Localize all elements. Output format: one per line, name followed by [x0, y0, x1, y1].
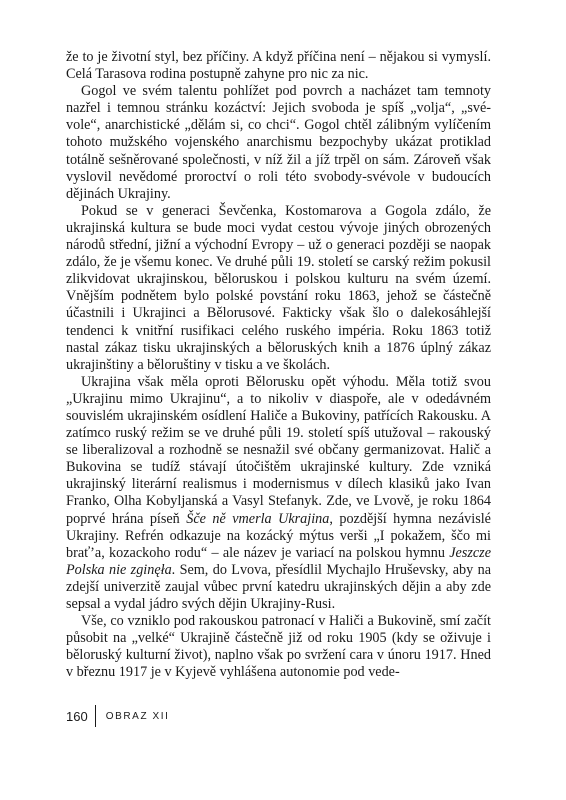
paragraph [66, 83, 491, 203]
paragraph [66, 49, 491, 83]
text-run: . Sem, do Lvova, přesídlil Mychajlo Hruševsky, aby na zdejší univerzitě zaujal vůbec první katedru ukrajinských dějin a aby zde sepsal a vydal jádro svých dějin Ukrajiny-Rusi. [66, 561, 491, 612]
italic-title: Šče ně vmerla Ukrajina [186, 510, 330, 527]
page-number: 160 [66, 708, 88, 724]
paragraph [66, 374, 491, 613]
text-run: Pokud se v generaci Ševčenka, Kostomarova a Gogola zdálo, že ukrajinská kultura se bude moci vydat cestou vývoje jiných obrozených národů střední, jižní a východní Evropy – už o generaci později se naopak zdálo, že je všemu konec. Ve druhé půli 19. století se carský režim pokusil zlikvidovat ukrajinskou, běloruskou i polskou kulturu na svém území. Vnějším podnětem bylo polské povstání roku 1863, jehož se částečně účastnili i Ukrajinci a Bělorusové. Fakticky však šlo o dalekosáhlejší tendenci k vnitřní rusifikaci celého ruského impéria. Roku 1863 totiž nastal zákaz tisku ukrajinských a běloruských knih a 1876 úplný zákaz ukrajinštiny a běloruštiny v tisku a ve školách. [66, 202, 491, 373]
body-text [66, 49, 491, 681]
paragraph [66, 203, 491, 374]
text-run: Gogol ve svém talentu pohlížet pod povrch a nacházet tam temnoty nazřel i temnou stránku kozáctví: Jejich svoboda je spíš „volja“, „svévole“, anarchistické „dělám si, co chci“. Gogol chtěl zálibným vylíčením tohoto mužského vojenského anarchismu bezpochyby ukázat protiklad totálně sešněrované společnosti, v níž žil a jíž trpěl on sám. Zároveň však vyslovil nevědomé proroctví o roli této svobody-svévole v budoucích dějinách Ukrajiny. [66, 83, 491, 202]
text-run: že to je životní styl, bez příčiny. A když příčina není – nějakou si vymyslí. Celá Tarasova rodina postupně zahyne pro nic za nic. [66, 49, 491, 83]
running-head: OBRAZ XII [105, 710, 170, 722]
text-run: Vše, co vzniklo pod rakouskou patronací v Haliči a Bukovině, smí začít působit na „velké“ Ukrajině částečně již od roku 1905 (kdy se oživuje i běloruský kulturní život), naplno však po svržení cara v únoru 1917. Hned v březnu 1917 je v Kyjevě vyhlášena autonomie pod vede- [66, 613, 491, 681]
paragraph [66, 613, 491, 681]
text-run: Ukrajina však měla oproti Bělorusku opět výhodu. Měla totiž svou „Ukrajinu mimo Ukrajinu“, a to nikoliv v diaspoře, ale v odedávném souvislém ukrajinském osídlení Haliče a Bukoviny, patřících Rakousku. A zatímco ruský režim se ve druhé půli 19. století spíš utužoval – rakouský se liberalizoval a rozhodně se nesnažil své občany germanizovat. Halič a Bukovina se tudíž stávají útočištěm ukrajinské kultury. Zde vzniká ukrajinský literární realismus i modernismus v dílech klasiků jako Ivan Franko, Olha Kobyljanská a Vasyl Stefanyk. Zde, ve Lvově, je roku 1864 poprvé hrána píseň [66, 373, 491, 527]
text-run: , pozdější hymna nezávislé Ukrajiny. Refrén odkazuje na kozácký mýtus verši „I pokažem, ščo mi brať’a, kozackoho rodu“ – ale název je variací na polskou hymnu [66, 510, 491, 561]
italic-title: Jeszcze Polska nie zginęła [66, 544, 491, 578]
page-footer [66, 704, 170, 728]
footer-divider [95, 705, 96, 727]
